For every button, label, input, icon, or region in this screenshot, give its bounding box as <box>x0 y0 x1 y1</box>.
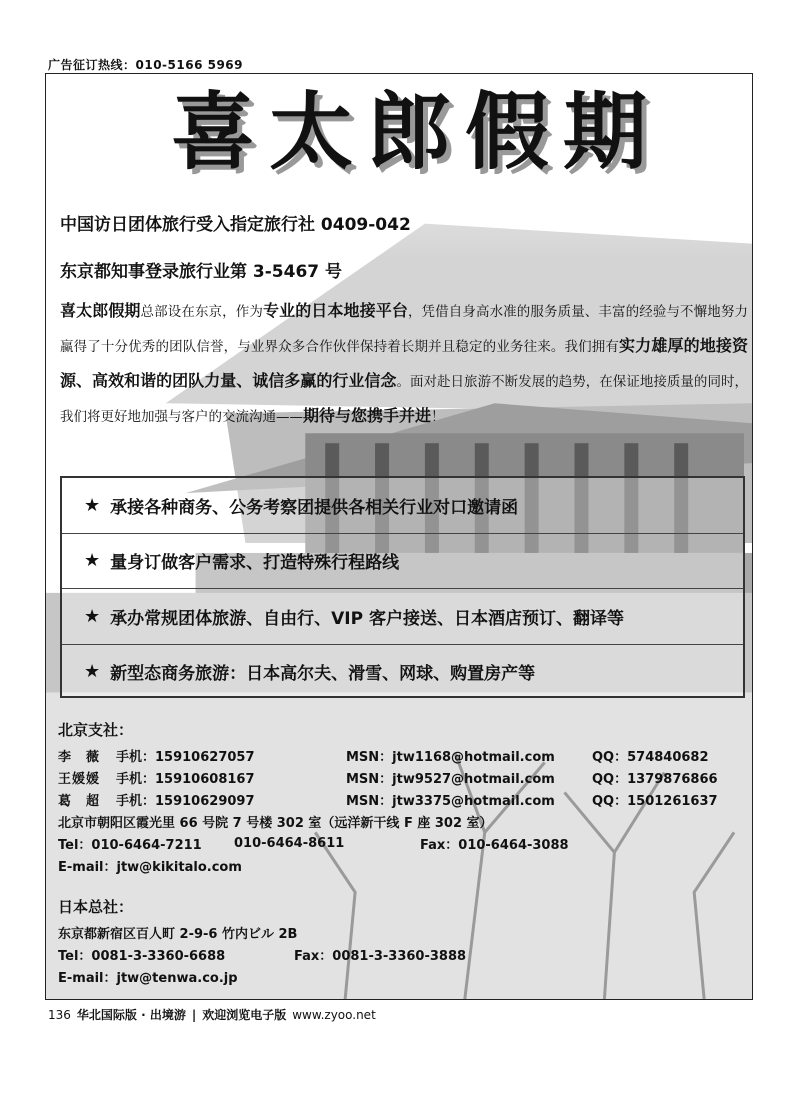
japan-head-office-title: 日本总社： <box>58 898 134 916</box>
intro-highlight: 期待与您携手并进 <box>303 406 432 425</box>
intro-highlight: 专业的日本地接平台 <box>262 301 408 320</box>
beijing-branch-title: 北京支社： <box>58 721 134 739</box>
contact-section <box>58 719 748 987</box>
service-item: ★ 承办常规团体旅游、自由行、VIP 客户接送、日本酒店预订、翻译等 <box>62 589 743 645</box>
brand-title: 喜太郎假期 <box>170 82 661 181</box>
intro-brand: 喜太郎假期 <box>60 301 141 320</box>
ad-frame <box>45 73 753 1000</box>
ad-hotline: 广告征订热线：010-5166 5969 <box>48 58 244 72</box>
service-item: ★ 量身订做客户需求、打造特殊行程路线 <box>62 534 743 590</box>
staff-row: 葛 超 手机：15910629097 MSN：jtw3375@hotmail.com QQ：1501261637 <box>58 793 718 809</box>
publication-name: 华北国际版 · 出境游 <box>76 1008 186 1022</box>
registration-line: 中国访日团体旅行受入指定旅行社 0409-042 <box>60 215 411 235</box>
beijing-email: E-mail：jtw@kikitalo.com <box>58 859 242 875</box>
intro-paragraph: 喜太郎假期总部设在东京，作为专业的日本地接平台，凭借自身高水准的服务质量、丰富的经验与不懈地努力赢得了十分优秀的团队信誉，与业界众多合作伙伴保持着长期并且稳定的业务往来。我们拥有实力雄厚的地接资源、高效和谐的团队力量、诚信多赢的行业信念。面对赴日旅游不断发展的趋势，在保证地接质量的同时，我们将更好地加强与客户的交流沟通——期待与您携手并进！ <box>60 301 748 425</box>
website-link[interactable]: www.zyoo.net <box>292 1007 376 1022</box>
footer-invite: 欢迎浏览电子版 <box>202 1008 287 1022</box>
beijing-phone-fax: Tel：010-6464-7211 010-6464-8611 Fax：010-6464-3088 <box>58 835 569 853</box>
japan-email: E-mail：jtw@tenwa.co.jp <box>58 970 238 986</box>
beijing-address: 北京市朝阳区霞光里 66 号院 7 号楼 302 室（远洋新干线 F 座 302 室） <box>58 815 493 831</box>
japan-address: 东京都新宿区百人町 2-9-6 竹内ビル 2B <box>58 926 298 942</box>
star-icon: ★ <box>84 605 101 627</box>
services-list <box>60 476 745 698</box>
star-icon: ★ <box>84 550 101 572</box>
staff-row: 李 薇 手机：15910627057 MSN：jtw1168@hotmail.com QQ：574840682 <box>58 749 709 765</box>
intro-highlight: 实力雄厚的地接资源、高效和谐的团队力量、诚信多赢的行业信念 <box>60 336 748 390</box>
service-item: ★ 承接各种商务、公务考察团提供各相关行业对口邀请函 <box>62 478 743 534</box>
star-icon: ★ <box>84 661 101 683</box>
star-icon: ★ <box>84 494 101 516</box>
service-item: ★ 新型态商务旅游：日本高尔夫、滑雪、网球、购置房产等 <box>84 661 536 685</box>
footer-separator: | <box>191 1007 197 1022</box>
staff-row: 王媛媛 手机：15910608167 MSN：jtw9527@hotmail.com QQ：1379876866 <box>58 771 718 787</box>
page-number: 136 <box>48 1007 71 1022</box>
japan-phone-fax: Tel：0081-3-3360-6688 Fax：0081-3-3360-3888 <box>58 948 467 964</box>
page-footer <box>48 1006 376 1023</box>
registration-line: 东京都知事登录旅行业第 3-5467 号 <box>60 262 343 282</box>
